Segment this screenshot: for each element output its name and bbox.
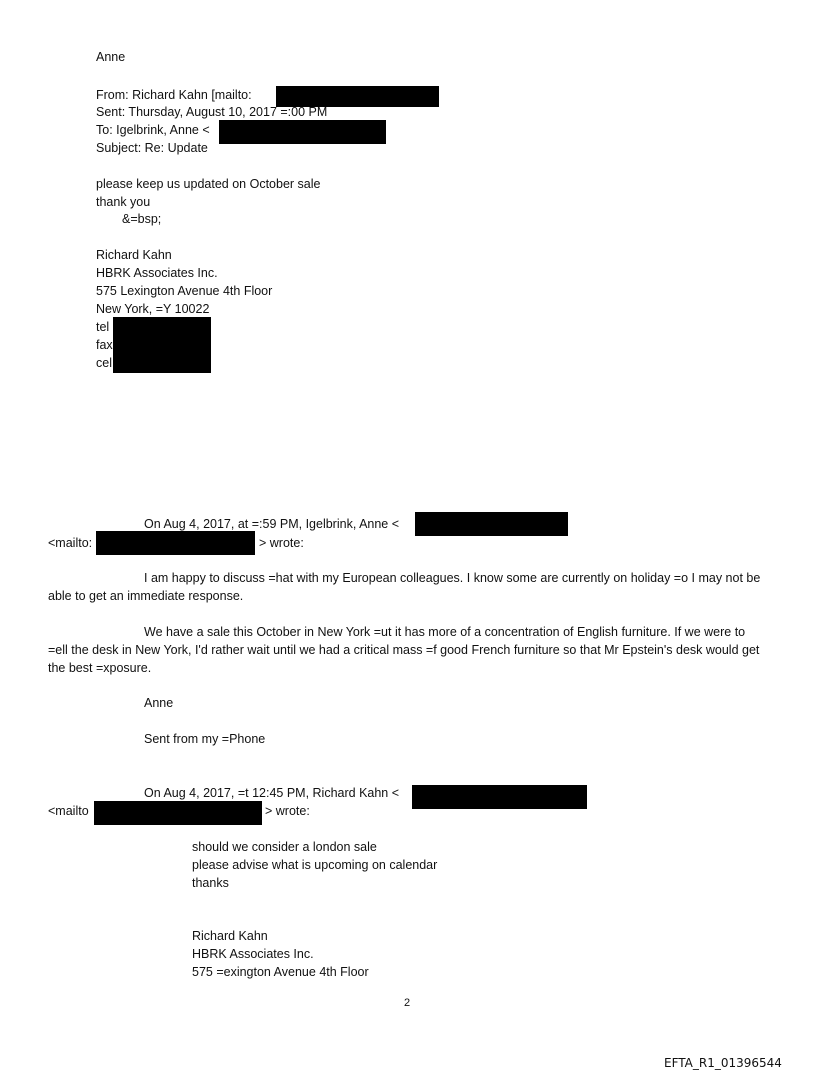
document-id-footer: EFTA_R1_01396544 <box>664 1056 782 1070</box>
redaction-reply2-email <box>412 785 587 809</box>
reply2-signature-name: Richard Kahn <box>192 929 268 943</box>
redaction-to-email <box>219 120 386 144</box>
reply1-paragraph-2: We have a sale this October in New York =ut it has more of a concentration of English furniture. If we were to =ell the desk in New York, I'd rather wait until we had a critical mass =f good French furniture so that Mr Epstein's desk would get the best =xposure. <box>48 625 760 675</box>
to-line: To: Igelbrink, Anne < <box>96 123 210 137</box>
reply1-mailto: <mailto: <box>48 536 93 550</box>
reply1-wrote: > wrote: <box>259 536 304 550</box>
signature-name: Richard Kahn <box>96 248 172 262</box>
reply2-line-1: should we consider a london sale <box>192 840 377 854</box>
redaction-reply2-mailto <box>94 801 262 825</box>
reply1-sent-from: Sent from my =Phone <box>144 732 266 746</box>
reply1-signoff: Anne <box>144 696 174 710</box>
body-line-3: &=bsp; <box>122 212 162 226</box>
reply2-header: On Aug 4, 2017, =t 12:45 PM, Richard Kahn < <box>144 786 400 800</box>
subject-line: Subject: Re: Update <box>96 141 208 155</box>
signoff-anne: Anne <box>96 50 126 64</box>
signature-cel: cel <box>96 356 112 370</box>
reply2-signature-address: 575 =exington Avenue 4th Floor <box>192 965 369 979</box>
signature-tel: tel <box>96 320 110 334</box>
redaction-phone-numbers <box>113 317 211 373</box>
sent-line: Sent: Thursday, August 10, 2017 =:00 PM <box>96 105 328 119</box>
reply2-wrote: > wrote: <box>265 804 310 818</box>
reply2-signature-company: HBRK Associates Inc. <box>192 947 314 961</box>
signature-fax: fax <box>96 338 113 352</box>
from-line: From: Richard Kahn [mailto: <box>96 88 252 102</box>
reply2-line-2: please advise what is upcoming on calendar <box>192 858 438 872</box>
signature-address: 575 Lexington Avenue 4th Floor <box>96 284 273 298</box>
reply2-line-3: thanks <box>192 876 229 890</box>
body-line-1: please keep us updated on October sale <box>96 177 321 191</box>
redaction-reply1-mailto <box>96 531 255 555</box>
reply1-paragraph-1: I am happy to discuss =hat with my European colleagues. I know some are currently on holiday =o I may not be able to get an immediate response. <box>48 571 761 603</box>
redaction-reply1-email <box>415 512 568 536</box>
signature-company: HBRK Associates Inc. <box>96 266 218 280</box>
body-line-2: thank you <box>96 195 151 209</box>
page-number: 2 <box>404 997 411 1009</box>
reply1-header: On Aug 4, 2017, at =:59 PM, Igelbrink, Anne < <box>144 517 400 531</box>
reply2-mailto: <mailto <box>48 804 89 818</box>
signature-city: New York, =Y 10022 <box>96 302 210 316</box>
